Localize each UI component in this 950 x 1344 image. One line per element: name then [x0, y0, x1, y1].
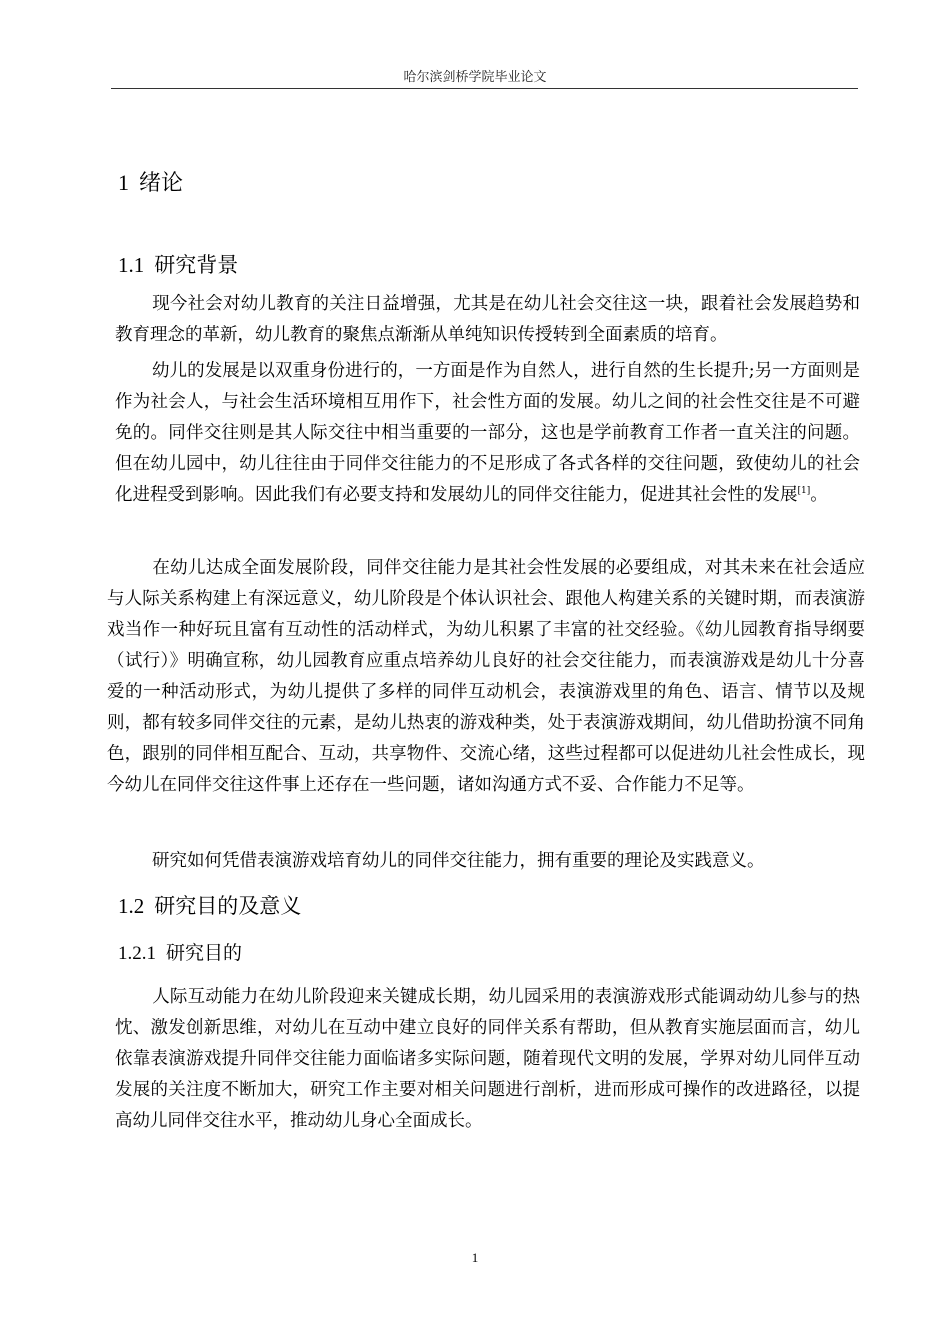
citation-marker: [1]	[797, 486, 811, 496]
chapter-title: 绪论	[139, 171, 184, 196]
section-heading-1-1	[118, 249, 238, 279]
paragraph: 研究如何凭借表演游戏培育幼儿的同伴交往能力，拥有重要的理论及实践意义。	[152, 851, 765, 871]
paragraph: 在幼儿达成全面发展阶段，同伴交往能力是其社会性发展的必要组成，对其未来在社会适应与人际关系构建上有深远意义，幼儿阶段是个体认识社会、跟他人构建关系的关键时期，而表演游戏当作一种好玩且富有互动性的活动样式，为幼儿积累了丰富的社交经验。《幼儿园教育指导纲要（试行）》明确宣称，幼儿园教育应重点培养幼儿良好的社会交往能力，而表演游戏是幼儿十分喜爱的一种活动形式，为幼儿提供了多样的同伴互动机会，表演游戏里的角色、语言、情节以及规则，都有较多同伴交往的元素，是幼儿热衷的游戏种类，处于表演游戏期间，幼儿借助扮演不同角色，跟别的同伴相互配合、互动，共享物件、交流心绪，这些过程都可以促进幼儿社会性成长，现今幼儿在同伴交往这件事上还存在一些问题，诸如沟通方式不妥、合作能力不足等。	[107, 558, 865, 795]
subsection-heading-1-2-1	[118, 938, 242, 965]
section-number: 1.1	[118, 253, 145, 277]
subsection-title: 研究目的	[166, 942, 243, 964]
header-divider	[111, 88, 858, 89]
chapter-heading	[118, 166, 183, 197]
chapter-number: 1	[118, 170, 129, 195]
subsection-number: 1.2.1	[118, 943, 156, 964]
section-title: 研究背景	[154, 253, 239, 277]
section-title: 研究目的及意义	[154, 894, 302, 918]
paragraph: 幼儿的发展是以双重身份进行的，一方面是作为自然人，进行自然的生长提升;另一方面则是作为社会人，与社会生活环境相互用作下，社会性方面的发展。幼儿之间的社会性交往是不可避免的。同伴交往则是其人际交往中相当重要的一部分，这也是学前教育工作者一直关注的问题。但在幼儿园中，幼儿往往由于同伴交往能力的不足形成了各式各样的交往问题，致使幼儿的社会化进程受到影响。因此我们有必要支持和发展幼儿的同伴交往能力，促进其社会性的发展[1]。	[115, 361, 860, 505]
paragraph: 人际互动能力在幼儿阶段迎来关键成长期，幼儿园采用的表演游戏形式能调动幼儿参与的热忱、激发创新思维，对幼儿在互动中建立良好的同伴关系有帮助，但从教育实施层面而言，幼儿依靠表演游戏提升同伴交往能力面临诸多实际问题，随着现代文明的发展，学界对幼儿同伴互动发展的关注度不断加大，研究工作主要对相关问题进行剖析，进而形成可操作的改进路径，以提高幼儿同伴交往水平，推动幼儿身心全面成长。	[115, 987, 860, 1131]
section-heading-1-2	[118, 890, 301, 920]
page-header: 哈尔滨剑桥学院毕业论文	[403, 70, 547, 85]
page-number: 1	[471, 1250, 479, 1265]
section-number: 1.2	[118, 894, 145, 918]
paragraph: 现今社会对幼儿教育的关注日益增强，尤其是在幼儿社会交往这一块，跟着社会发展趋势和教育理念的革新，幼儿教育的聚焦点渐渐从单纯知识传授转到全面素质的培育。	[115, 294, 860, 345]
